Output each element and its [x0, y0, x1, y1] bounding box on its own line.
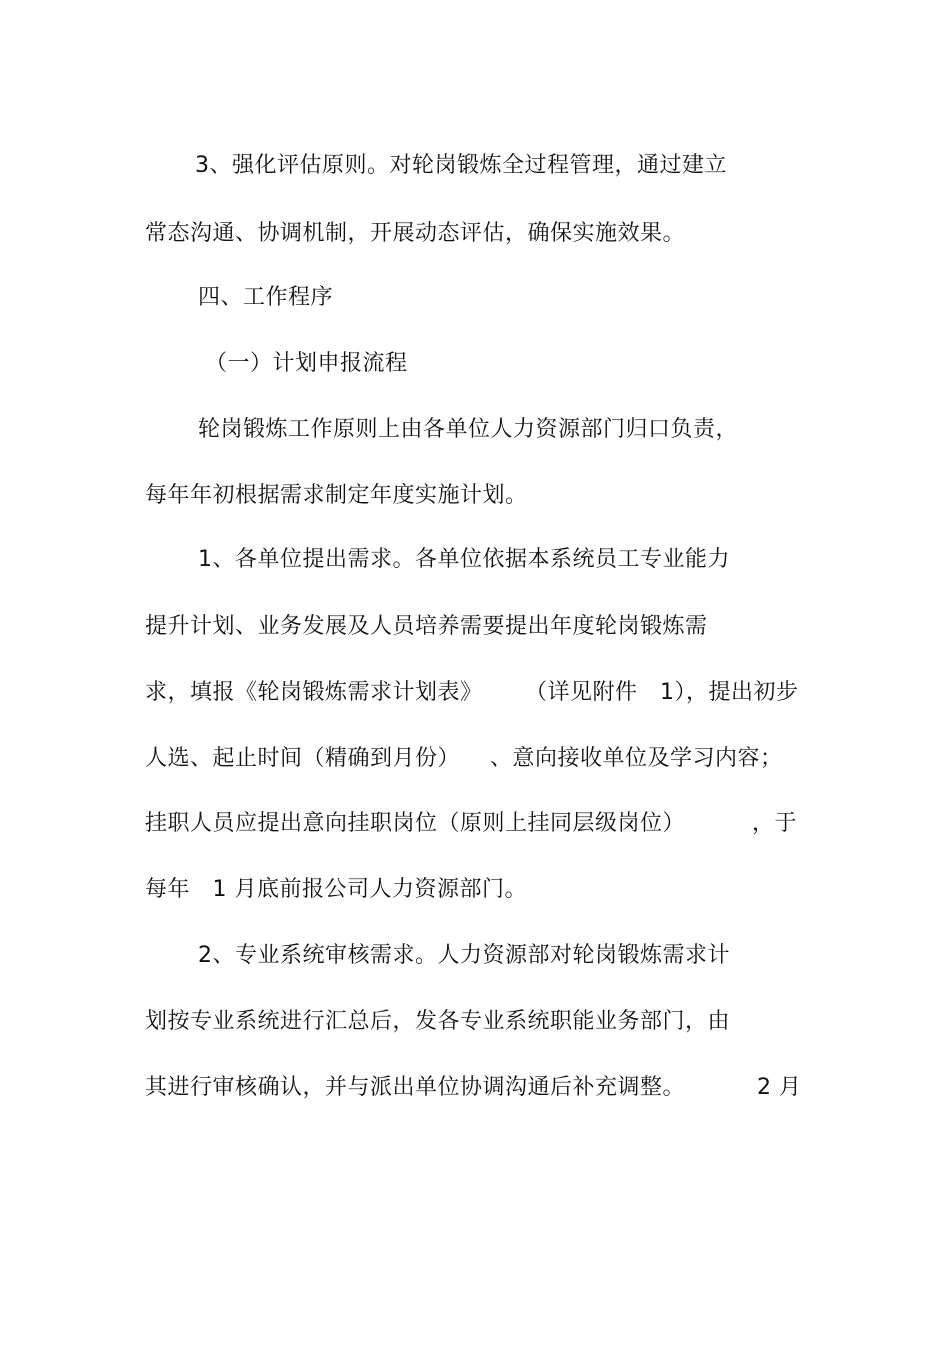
paragraph-step-1-line-4a: 人选、起止时间（精确到月份）	[145, 746, 461, 771]
section-heading-work-procedure: 四、工作程序	[198, 285, 334, 310]
paragraph-step-2-line-3b: 2 月	[757, 1075, 802, 1100]
paragraph-step-1-line-3b: （详见附件 1），提出初步	[525, 680, 799, 705]
paragraph-principle-3-line-2: 常态沟通、协调机制，开展动态评估，确保实施效果。	[145, 221, 686, 246]
paragraph-intro-line-2: 每年年初根据需求制定年度实施计划。	[145, 483, 528, 508]
paragraph-intro-line-1: 轮岗锻炼工作原则上由各单位人力资源部门归口负责，	[198, 417, 739, 442]
paragraph-step-1-line-5a: 挂职人员应提出意向挂职岗位（原则上挂同层级岗位）	[145, 811, 686, 836]
paragraph-step-1-line-5b: ，于	[752, 811, 798, 836]
subsection-heading-plan-reporting: （一）计划申报流程	[205, 351, 408, 376]
paragraph-step-2-line-3a: 其进行审核确认，并与派出单位协调沟通后补充调整。	[145, 1075, 686, 1100]
paragraph-step-2-line-1: 2、专业系统审核需求。人力资源部对轮岗锻炼需求计	[198, 943, 730, 968]
paragraph-step-2-line-2: 划按专业系统进行汇总后，发各专业系统职能业务部门，由	[145, 1009, 731, 1034]
paragraph-step-1-line-3a: 求，填报《轮岗锻炼需求计划表》	[145, 680, 483, 705]
paragraph-step-1-line-4b: 、意向接收单位及学习内容；	[490, 746, 783, 771]
paragraph-principle-3-line-1: 3、强化评估原则。对轮岗锻炼全过程管理，通过建立	[195, 153, 727, 178]
paragraph-step-1-line-2: 提升计划、业务发展及人员培养需要提出年度轮岗锻炼需	[145, 614, 708, 639]
paragraph-step-1-line-6: 每年 1 月底前报公司人力资源部门。	[145, 877, 527, 902]
paragraph-step-1-line-1: 1、各单位提出需求。各单位依据本系统员工专业能力	[198, 547, 730, 572]
